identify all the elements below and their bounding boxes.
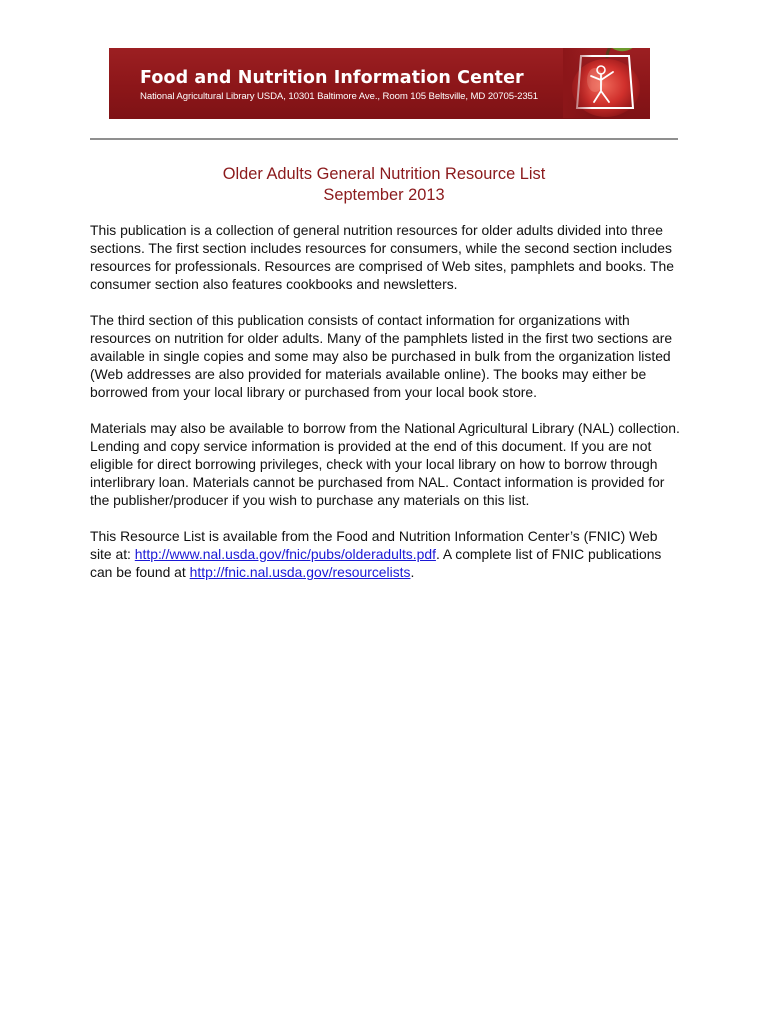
document-date: September 2013 <box>323 186 445 204</box>
apple-logo-icon <box>563 48 646 118</box>
header-banner <box>109 48 650 119</box>
resource-lists-link[interactable]: http://fnic.nal.usda.gov/resourcelists <box>189 564 411 580</box>
header-divider <box>90 138 678 140</box>
paragraph-organizations: The third section of this publication consists of contact information for organizations with resources on nutrition for older adults. Many of the pamphlets listed in the first two sections are available in single copies and some may also be purchased in bulk from the organization listed (Web addresses are also provided for materials available online). The books may either be borrowed from your local library or purchased from your local book store. <box>90 312 673 400</box>
paragraph-borrowing: Materials may also be available to borrow from the National Agricultural Library (NAL) collection. Lending and copy service information is provided at the end of this document. If you are not eligible for direct borrowing privileges, check with your local library on how to borrow through interlibrary loan. Materials cannot be purchased from NAL. Contact information is provided for the publisher/producer if you wish to purchase any materials on this list. <box>90 420 680 508</box>
banner-title: Food and Nutrition Information Center <box>140 68 524 88</box>
document-title <box>90 164 678 206</box>
banner-address: National Agricultural Library USDA, 10301 Baltimore Ave., Room 105 Beltsville, MD 20705-2351 <box>140 91 539 102</box>
availability-text-middle: . A complete list of FNIC publications can be found at <box>90 546 662 580</box>
availability-text-start: This Resource List is available from the Food and Nutrition Information Center’s (FNIC) Web site at: <box>90 528 658 562</box>
paragraph-availability <box>90 527 682 581</box>
document-title-line: Older Adults General Nutrition Resource List <box>222 165 546 183</box>
document-body <box>90 221 682 599</box>
olderadults-pdf-link[interactable]: http://www.nal.usda.gov/fnic/pubs/olderadults.pdf <box>134 546 436 562</box>
paragraph-intro: This publication is a collection of general nutrition resources for older adults divided into three sections. The first section includes resources for consumers, while the second section includes resources for professionals. Resources are comprised of Web sites, pamphlets and books. The consumer section also features cookbooks and newsletters. <box>90 222 674 292</box>
availability-text-end: . <box>410 564 415 580</box>
